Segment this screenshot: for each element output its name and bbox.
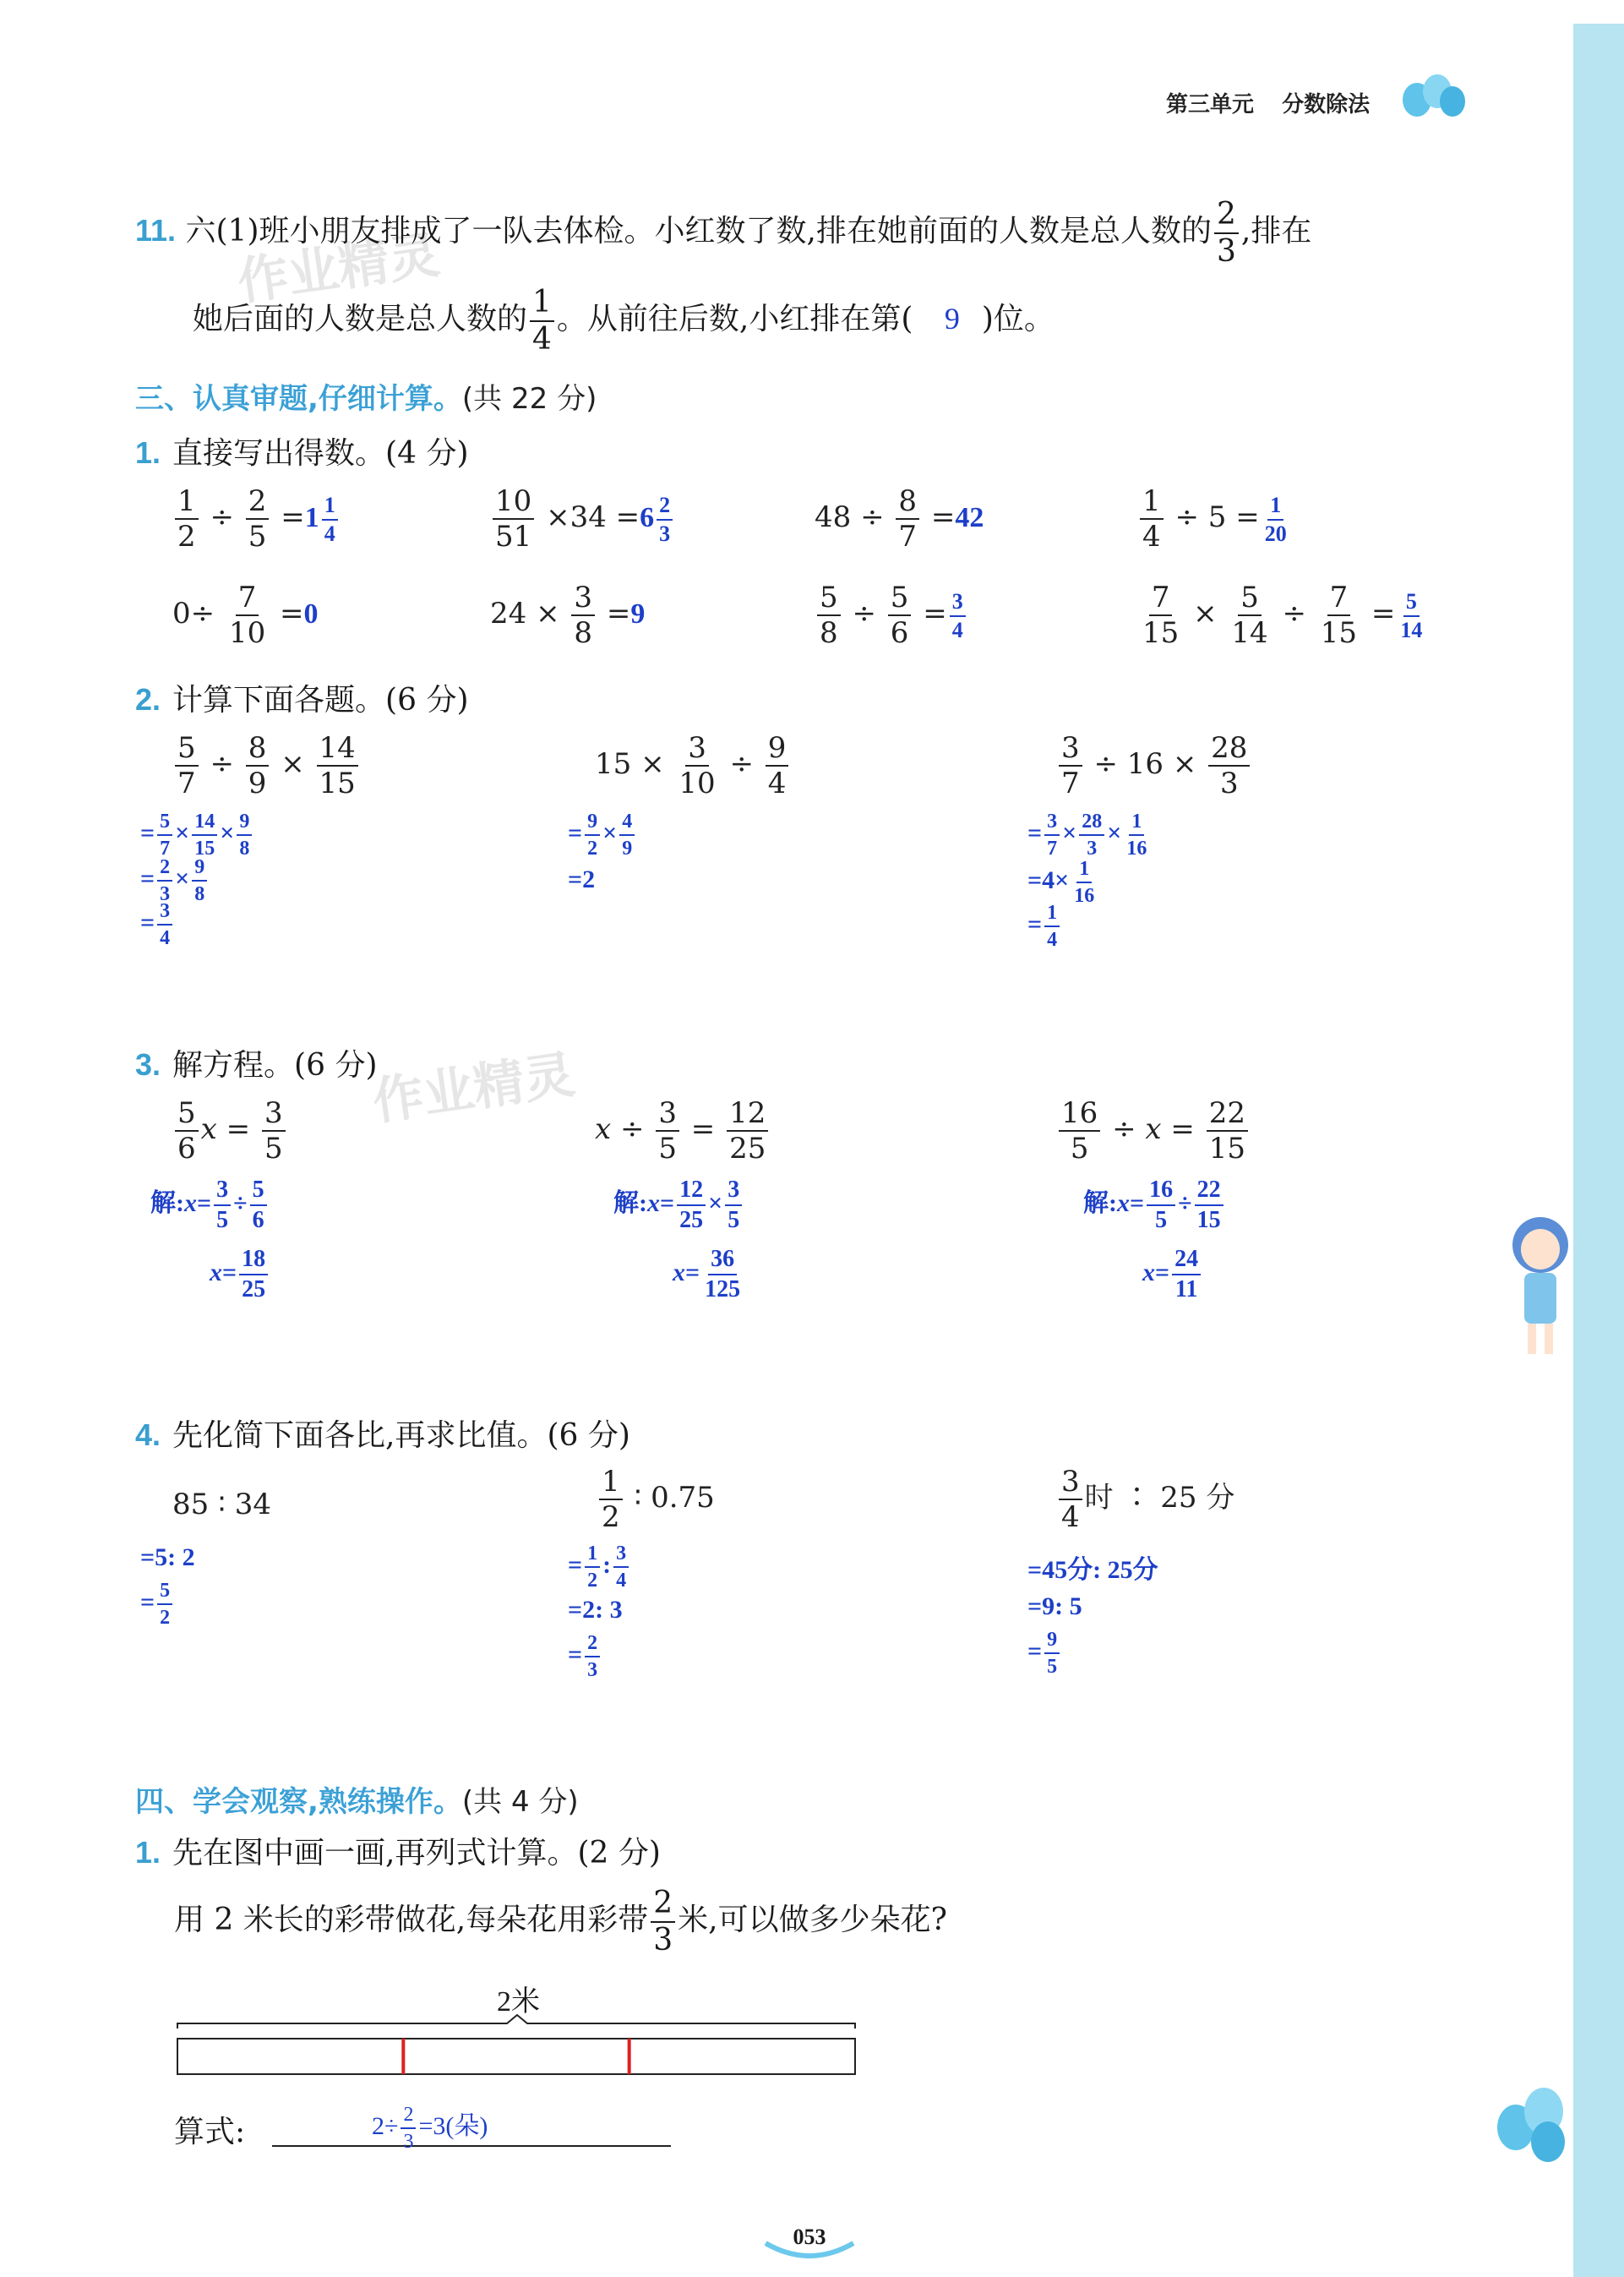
problem-4-title: 4. 先化简下面各比,再求比值。(6 分) [135, 1417, 630, 1453]
question-text: 她后面的人数是总人数的 [193, 302, 528, 336]
page-header [1166, 87, 1370, 118]
ratio-a-step-2: = $\frac{5}{2}$ [140, 1581, 175, 1628]
calc-2b-step-2: =2 [568, 865, 596, 893]
length-brace [177, 2015, 855, 2029]
equation-b-step-2: x= $\frac{36}{125}$ [673, 1246, 741, 1302]
diagram-label: 2米 [497, 1986, 540, 2018]
ratio-b: $\frac{1}{2}$ ∶ 0.75 [597, 1467, 715, 1532]
oral-calc-e: 0÷ $\frac{7}{10}$ =0 [172, 581, 319, 650]
calc-2c-step-2: =4× $\frac{1}{16}$ [1027, 858, 1095, 907]
ratio-c: $\frac{3}{4}$ 时 ∶ 25 分 [1056, 1467, 1234, 1532]
ratio-a-step-1: =5: 2 [140, 1543, 195, 1571]
problem-3-title: 3. 解方程。(6 分) [135, 1047, 378, 1083]
ratio-c-step-1: =45分: 25分 [1027, 1556, 1158, 1584]
page-number: 053 [793, 2225, 826, 2249]
calc-2a-step-2: = $\frac{2}{3}$ × $\frac{9}{8}$ [140, 857, 210, 904]
equation-a-step-1: 解:x= $\frac{3}{5}$ ÷ $\frac{5}{6}$ [150, 1178, 270, 1232]
oral-calc-d: $\frac{1}{4}$ ÷ 5 = $\frac{1}{20}$ [1137, 487, 1292, 551]
balloon-icon [1403, 74, 1470, 125]
ratio-a: 85 ∶ 34 [172, 1488, 271, 1521]
calc-2a-step-3: = $\frac{3}{4}$ [140, 901, 175, 948]
oral-calc-a: $\frac{1}{2}$ ÷ $\frac{2}{5}$ =1 $\frac{1}{4}$ [172, 487, 341, 551]
answer-blank[interactable]: 9 [944, 302, 960, 336]
topic-label: 分数除法 [1282, 92, 1371, 117]
calc-2a: $\frac{5}{7}$ ÷ $\frac{8}{9}$ × $\frac{14}{15}$ [172, 734, 361, 798]
calc-2c-step-3: = $\frac{1}{4}$ [1027, 903, 1062, 950]
watermark: 作业精灵 [233, 225, 444, 313]
equation-c-step-2: x= $\frac{24}{11}$ [1142, 1248, 1203, 1302]
question-11-line-2 [193, 287, 1055, 355]
problem-5-title: 1. 先在图中画一画,再列式计算。(2 分) [135, 1835, 661, 1870]
unit-label: 第三单元 [1166, 92, 1255, 117]
problem-1-title: 1. 直接写出得数。(4 分) [135, 435, 469, 471]
formula-answer[interactable]: 2÷ $\frac{2}{3}$ =3(朵) [372, 2104, 488, 2154]
fraction: $\frac{1}{4}$ [530, 287, 554, 355]
ratio-b-step-1: = $\frac{1}{2}$ : $\frac{3}{4}$ [568, 1543, 631, 1591]
ratio-b-step-3: = $\frac{2}{3}$ [568, 1633, 602, 1680]
equation-a-step-2: x= $\frac{18}{25}$ [210, 1248, 270, 1302]
question-text: 六(1)班小朋友排成了一队去体检。小红数了数,排在她前面的人数是总人数的 [185, 214, 1212, 248]
question-text: 。从前往后数,小红排在第( [556, 302, 913, 336]
calc-2c: $\frac{3}{7}$ ÷ 16 × $\frac{28}{3}$ [1056, 734, 1252, 798]
problem-2-title: 2. 计算下面各题。(6 分) [135, 682, 469, 718]
calc-2b-step-1: = $\frac{9}{2}$ × $\frac{4}{9}$ [568, 811, 637, 859]
ratio-b-step-2: =2: 3 [568, 1596, 623, 1624]
ratio-c-step-3: = $\frac{9}{5}$ [1027, 1630, 1062, 1677]
oral-calc-h: $\frac{7}{15}$ × $\frac{5}{14}$ ÷ $\frac{7}{15}$ = $\frac{5}{14}$ [1142, 581, 1423, 650]
calc-2b: 15 × $\frac{3}{10}$ ÷ $\frac{9}{4}$ [595, 734, 791, 798]
calc-2a-step-1: = $\frac{5}{7}$ × $\frac{14}{15}$ × $\frac{9}{8}$ [140, 811, 254, 859]
girl-illustration [1504, 1217, 1577, 1361]
equation-b: x ÷ $\frac{3}{5}$ = $\frac{12}{25}$ [595, 1099, 771, 1163]
balloons-icon [1497, 2088, 1573, 2181]
question-text: )位。 [981, 302, 1055, 336]
section-3-title: 三、认真审题,仔细计算。(共 22 分) [135, 382, 597, 416]
fraction: $\frac{2}{3}$ [1214, 199, 1239, 267]
oral-calc-f: 24 × $\frac{3}{8}$ =9 [490, 581, 646, 650]
question-number: 11. [135, 213, 177, 248]
oral-calc-c: 48 ÷ $\frac{8}{7}$ =42 [815, 484, 984, 554]
question-11-line-1 [135, 199, 1311, 267]
equation-a: $\frac{5}{6}$ x = $\frac{3}{5}$ [172, 1099, 288, 1163]
calc-2c-step-1: = $\frac{3}{7}$ × $\frac{28}{3}$ × $\frac{1}{16}$ [1027, 811, 1147, 860]
decorative-side-border [1573, 24, 1624, 2277]
question-text: ,排在 [1240, 214, 1312, 248]
equation-c: $\frac{16}{5}$ ÷ x = $\frac{22}{15}$ [1056, 1099, 1251, 1163]
ribbon-diagram[interactable] [169, 2003, 870, 2079]
oral-calc-b: $\frac{10}{51}$ ×34 =6 $\frac{2}{3}$ [490, 487, 675, 551]
page-number-badge [759, 2225, 860, 2258]
equation-b-step-1: 解:x= $\frac{12}{25}$ × $\frac{3}{5}$ [613, 1178, 744, 1232]
oral-calc-g: $\frac{5}{8}$ ÷ $\frac{5}{6}$ = $\frac{3}{4}$ [815, 583, 968, 647]
formula-label: 算式: [174, 2115, 246, 2149]
ratio-c-step-2: =9: 5 [1027, 1592, 1082, 1620]
section-4-title: 四、学会观察,熟练操作。(共 4 分) [135, 1785, 579, 1819]
ribbon-question: 用 2 米长的彩带做花,每朵花用彩带 $\frac{2}{3}$ 米,可以做多少朵花? [174, 1886, 947, 1958]
ribbon-bar [177, 2039, 855, 2074]
equation-c-step-1: 解:x= $\frac{16}{5}$ ÷ $\frac{22}{15}$ [1083, 1178, 1226, 1232]
watermark: 作业精灵 [368, 1045, 579, 1133]
